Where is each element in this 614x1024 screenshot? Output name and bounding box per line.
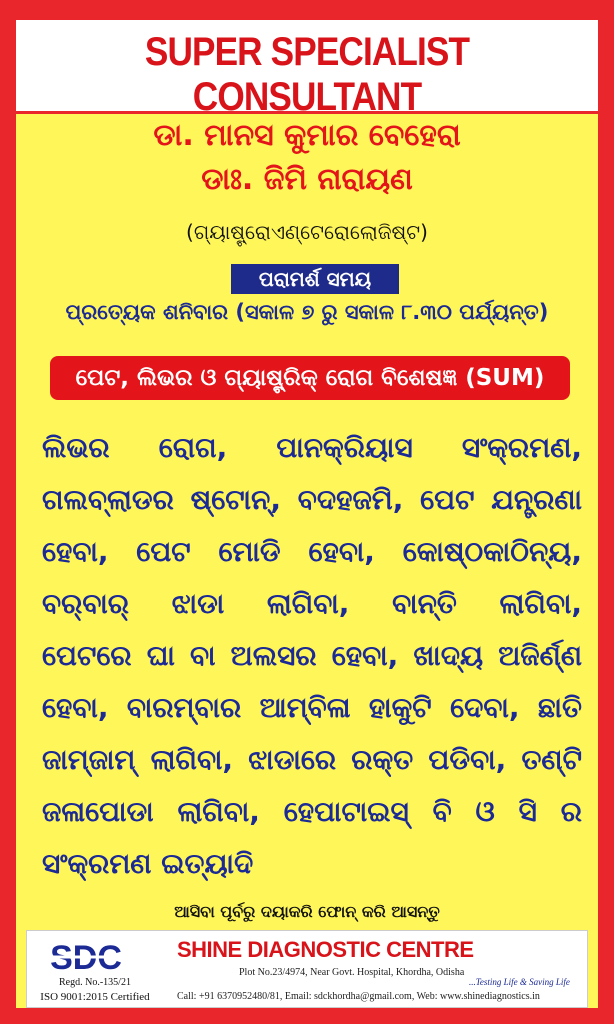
footer-card — [26, 930, 588, 1008]
specialty-label: (ଗ୍ୟାଷ୍ଟ୍ରୋଏଣ୍ଟେରୋଲୋଜିଷ୍ଟ) — [186, 220, 428, 244]
specialty-banner: ପେଟ, ଲିଭର ଓ ଗ୍ୟାଷ୍ଟ୍ରିକ୍ ରୋଗ ବିଶେଷଜ୍ଞ (SUM) — [50, 356, 570, 400]
symptom-line: ହେବା, ବାରମ୍ବାର ଆମ୍ବିଳା ହାକୁଟି ଦେବା, ଛାତି — [42, 691, 582, 724]
appointment-notice: ଆସିବା ପୂର୍ବରୁ ଦୟାକରି ଫୋନ୍ କରି ଆସନ୍ତୁ — [174, 902, 440, 921]
symptom-line: ସଂକ୍ରମଣ ଇତ୍ୟାଦି — [42, 847, 254, 880]
contact-info: Call: +91 6370952480/81, Email: sdckhordha@gmail.com, Web: www.shinediagnostics.in — [177, 991, 540, 1002]
symptom-line: ଗଲବ୍ଲାଡର ଷ୍ଟୋନ୍, ବଦହଜମି, ପେଟ ଯନ୍ତ୍ରଣା — [42, 483, 582, 516]
header-bar — [16, 20, 598, 119]
svg-text:SDC: SDC — [50, 939, 122, 975]
symptoms-list — [42, 422, 582, 890]
doctor-name-1: ଡା. ମାନସ କୁମାର ବେହେରା — [153, 118, 461, 153]
iso-certification: ISO 9001:2015 Certified — [40, 991, 150, 1003]
consultation-schedule: ପ୍ରତ୍ୟେକ ଶନିବାର (ସକାଳ ୭ ରୁ ସକାଳ ୮.୩୦ ପର୍ଯ୍ୟନ୍ତ) — [65, 300, 549, 324]
centre-tagline: ...Testing Life & Saving Life — [469, 977, 570, 987]
registration-number: Regd. No.-135/21 — [59, 977, 131, 988]
symptom-line: ଜଳାପୋଡା ଲାଗିବା, ହେପାଟାଇସ୍ ବି ଓ ସି ର — [42, 795, 582, 828]
header-title: SUPER SPECIALIST CONSULTANT — [144, 30, 470, 119]
symptom-line: ଜାମ୍‌ଜାମ୍ ଲାଗିବା, ଝାଡାରେ ରକ୍ତ ପଡିବା, ତଣ୍ଟି — [42, 743, 582, 776]
symptom-line: ଲିଭର ରୋଗ, ପାନକ୍ରିୟାସ ସଂକ୍ରମଣ, — [42, 431, 582, 464]
centre-name: SHINE DIAGNOSTIC CENTRE — [177, 937, 474, 962]
sdc-logo-icon — [41, 939, 131, 975]
centre-address: Plot No.23/4974, Near Govt. Hospital, Khordha, Odisha — [239, 967, 465, 978]
symptom-line: ପେଟରେ ଘା ବା ଅଲସର ହେବା, ଖାଦ୍ୟ ଅଜିର୍ଣ୍ଣ — [42, 639, 582, 672]
symptom-line: ବର୍‌ବାର୍ ଝାଡା ଲାଗିବା, ବାନ୍ତି ଲାଗିବା, — [42, 587, 582, 620]
symptom-line: ହେବା, ପେଟ ମୋଡି ହେବା, କୋଷ୍ଠକାଠିନ୍ୟ, — [42, 535, 582, 568]
doctor-name-2: ଡାଃ. ଜିମି ନାରାୟଣ — [201, 162, 413, 197]
consultation-time-badge: ପରାମର୍ଶ ସମୟ — [231, 264, 399, 294]
poster-body — [16, 20, 598, 1008]
